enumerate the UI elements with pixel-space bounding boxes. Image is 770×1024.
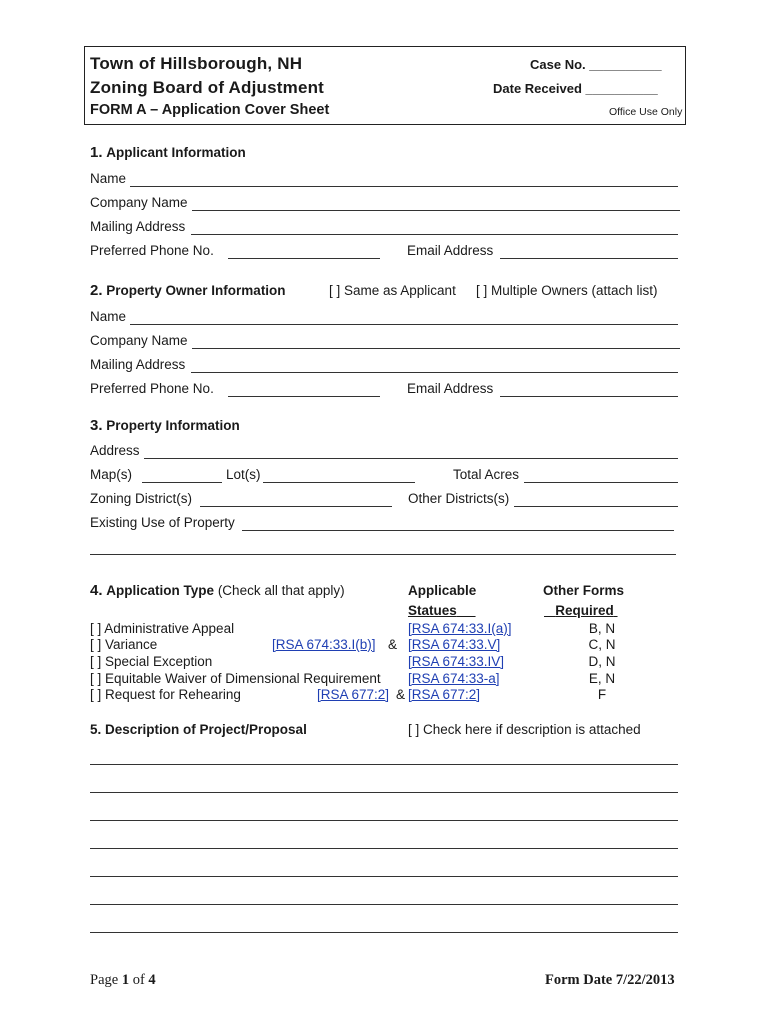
office-use-note: Office Use Only <box>609 106 683 118</box>
lots-label: Lot(s) <box>226 467 261 482</box>
description-line[interactable] <box>90 904 678 905</box>
description-line[interactable] <box>90 820 678 821</box>
same-as-applicant-checkbox[interactable]: [ ] Same as Applicant <box>329 283 456 298</box>
owner-name-field[interactable] <box>130 324 678 325</box>
section5-title: Description of Project/Proposal <box>105 722 307 737</box>
section3-title: Property Information <box>106 418 240 433</box>
description-attached-checkbox[interactable]: [ ] Check here if description is attached <box>408 722 641 737</box>
rsa-link[interactable]: [RSA 674:33.IV] <box>408 654 505 669</box>
rsa-link[interactable]: [RSA 674:33.V] <box>408 637 501 652</box>
section5-number: 5. <box>90 722 102 737</box>
section1-title: Applicant Information <box>106 145 246 160</box>
existing-use-field[interactable] <box>242 530 674 531</box>
applicant-name-label: Name <box>90 171 127 186</box>
section5-heading <box>90 722 307 737</box>
equitable-waiver-checkbox[interactable]: [ ] Equitable Waiver of Dimensional Requirement <box>90 671 381 686</box>
owner-email-field[interactable] <box>500 396 678 397</box>
lots-field[interactable] <box>263 482 415 483</box>
statues-heading: Statues <box>408 603 457 618</box>
special-exception-checkbox[interactable]: [ ] Special Exception <box>90 654 213 669</box>
description-line[interactable] <box>90 932 678 933</box>
maps-field[interactable] <box>142 482 222 483</box>
rsa-link[interactable]: [RSA 677:2] <box>408 687 481 702</box>
variance-checkbox[interactable]: [ ] Variance <box>90 637 158 652</box>
owner-mailing-label: Mailing Address <box>90 357 186 372</box>
applicant-email-label: Email Address <box>407 243 494 258</box>
applicable-heading: Applicable <box>408 583 477 598</box>
other-forms-heading: Other Forms <box>543 583 625 598</box>
rehearing-checkbox[interactable]: [ ] Request for Rehearing <box>90 687 241 702</box>
applicant-email-field[interactable] <box>500 258 678 259</box>
case-number-field[interactable]: Case No. __________ <box>530 57 662 72</box>
other-forms-value: D, N <box>588 654 616 669</box>
required-heading: Required <box>555 603 614 618</box>
total-acres-field[interactable] <box>524 482 678 483</box>
applicant-phone-field[interactable] <box>228 258 380 259</box>
owner-name-label: Name <box>90 309 127 324</box>
section1-number: 1. <box>90 144 103 161</box>
page-number: Page 1 of 4 <box>90 972 156 988</box>
other-districts-field[interactable] <box>514 506 678 507</box>
section4-heading <box>90 582 345 599</box>
applicant-name-field[interactable] <box>130 186 678 187</box>
zoning-district-label: Zoning District(s) <box>90 491 193 506</box>
owner-company-label: Company Name <box>90 333 188 348</box>
applicant-company-field[interactable] <box>192 210 680 211</box>
form-title: FORM A – Application Cover Sheet <box>90 102 330 118</box>
multiple-owners-checkbox[interactable]: [ ] Multiple Owners (attach list) <box>476 283 658 298</box>
town-title: Town of Hillsborough, NH <box>90 54 303 73</box>
property-address-label: Address <box>90 443 140 458</box>
section3-number: 3. <box>90 417 103 434</box>
existing-use-label: Existing Use of Property <box>90 515 235 530</box>
owner-mailing-field[interactable] <box>191 372 678 373</box>
description-line[interactable] <box>90 764 678 765</box>
existing-use-field-2[interactable] <box>90 554 676 555</box>
property-address-field[interactable] <box>144 458 678 459</box>
applicant-mailing-field[interactable] <box>191 234 678 235</box>
maps-label: Map(s) <box>90 467 133 482</box>
description-line[interactable] <box>90 792 678 793</box>
section2-title: Property Owner Information <box>106 283 286 298</box>
section3-heading <box>90 417 240 434</box>
date-received-field[interactable]: Date Received __________ <box>493 81 658 96</box>
other-forms-value: F <box>597 687 607 702</box>
rsa-link[interactable]: [RSA 674:33-a] <box>408 671 500 686</box>
owner-phone-field[interactable] <box>228 396 380 397</box>
rsa-link[interactable]: [RSA 674:33.I(b)] <box>272 637 376 652</box>
total-acres-label: Total Acres <box>453 467 520 482</box>
zoning-district-field[interactable] <box>200 506 392 507</box>
section2-number: 2. <box>90 282 103 299</box>
ampersand: & <box>388 637 398 652</box>
rsa-link[interactable]: [RSA 677:2] <box>317 687 390 702</box>
owner-phone-label: Preferred Phone No. <box>90 381 214 396</box>
section1-heading <box>90 144 246 161</box>
admin-appeal-checkbox[interactable]: [ ] Administrative Appeal <box>90 621 235 636</box>
description-line[interactable] <box>90 876 678 877</box>
check-all-note: (Check all that apply) <box>217 583 345 598</box>
section4-title: Application Type <box>106 583 215 598</box>
applicant-phone-label: Preferred Phone No. <box>90 243 214 258</box>
board-title: Zoning Board of Adjustment <box>90 78 325 97</box>
section4-number: 4. <box>90 582 103 599</box>
ampersand: & <box>396 687 406 702</box>
owner-email-label: Email Address <box>407 381 494 396</box>
applicant-mailing-label: Mailing Address <box>90 219 186 234</box>
description-line[interactable] <box>90 848 678 849</box>
form-date: Form Date 7/22/2013 <box>545 972 675 988</box>
other-districts-label: Other Districts(s) <box>408 491 510 506</box>
rsa-link[interactable]: [RSA 674:33.I(a)] <box>408 621 512 636</box>
section2-heading <box>90 282 286 299</box>
other-forms-value: C, N <box>588 637 616 652</box>
applicant-company-label: Company Name <box>90 195 188 210</box>
owner-company-field[interactable] <box>192 348 680 349</box>
other-forms-value: E, N <box>588 671 616 686</box>
other-forms-value: B, N <box>588 621 616 636</box>
